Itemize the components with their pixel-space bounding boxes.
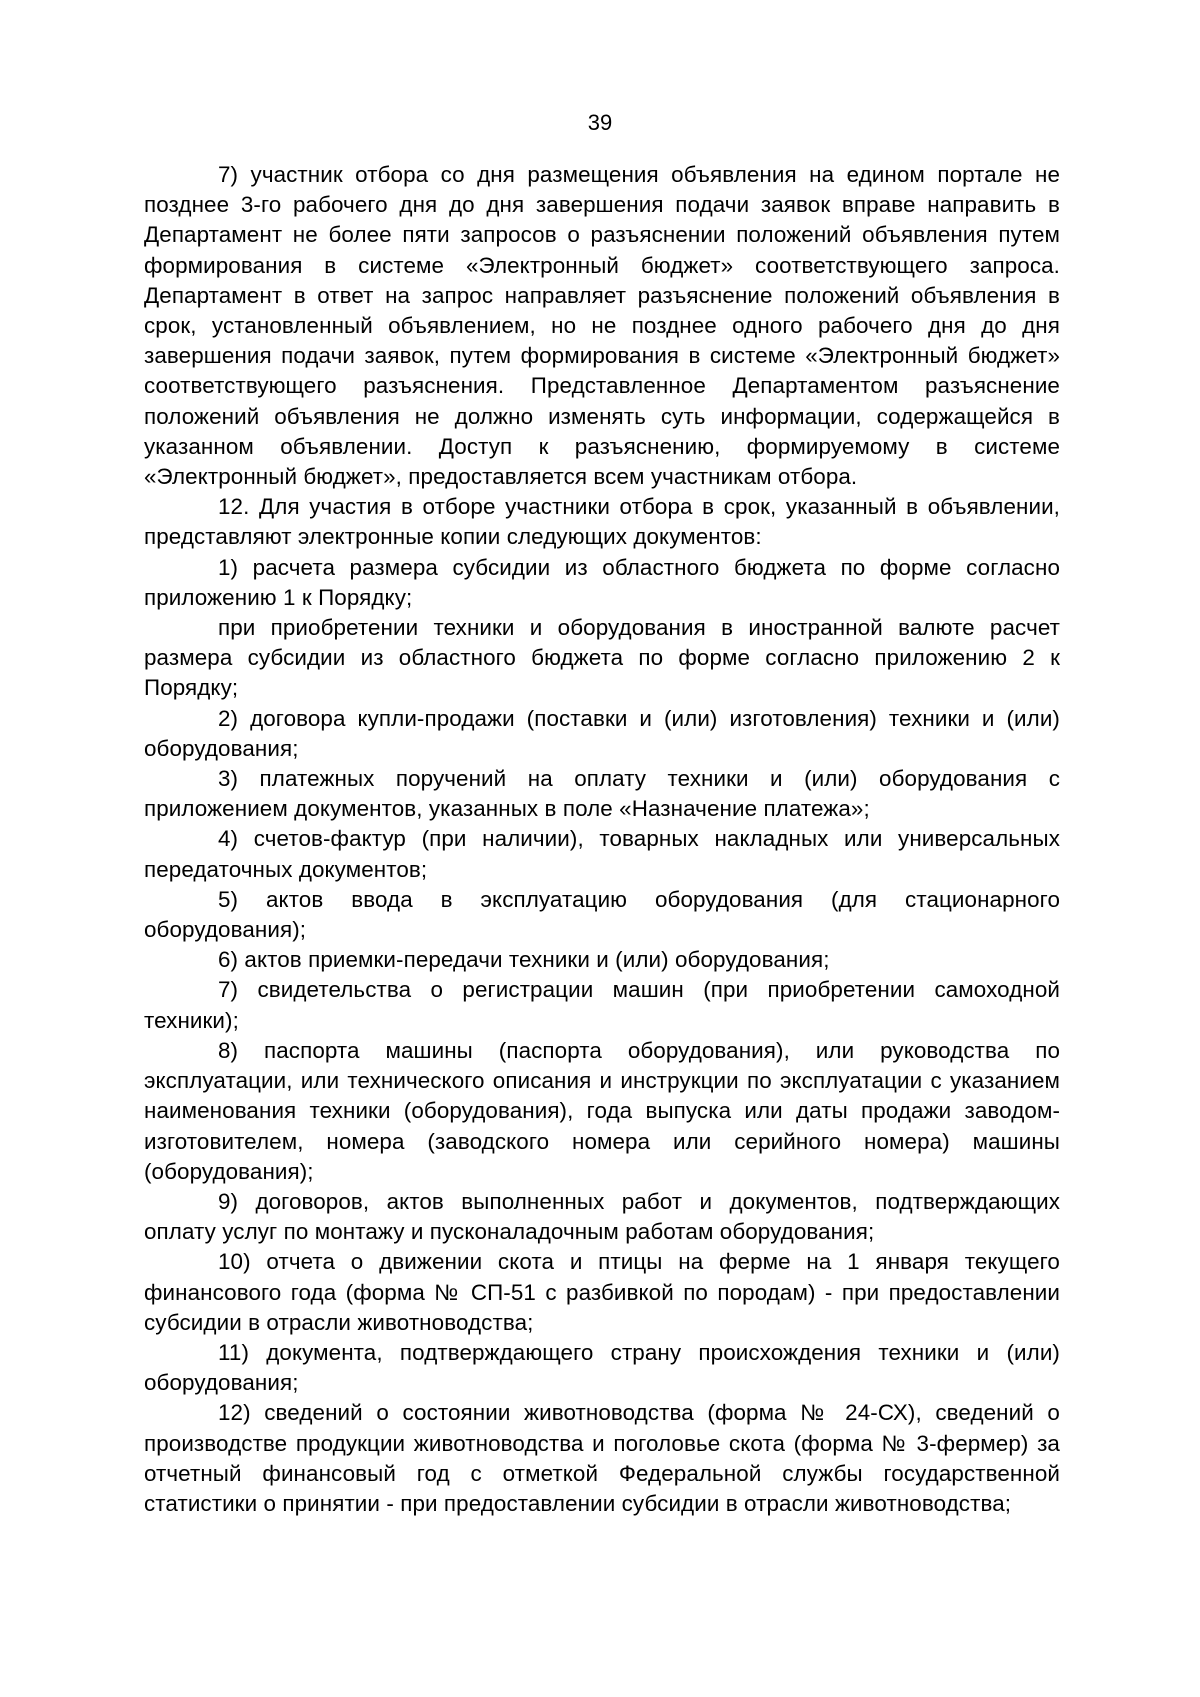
list-item-11-origin-document: 11) документа, подтверждающего страну происхождения техники и (или) оборудования; bbox=[144, 1339, 1060, 1396]
paragraph-item-7-clarification-requests: 7) участник отбора со дня размещения объявления на едином портале не позднее 3-го рабочего дня до дня завершения подачи заявок вправе направить в Департамент не более пяти запросов о разъяснении положений объявления путем формирования в системе «Электронный бюджет» соответствующего запроса. Департамент в ответ на запрос направляет разъяснение положений объявления в срок, установленный объявлением, но не позднее одного рабочего дня до дня завершения подачи заявок, путем формирования в системе «Электронный бюджет» соответствующего разъяснения. Представленное Департаментом разъяснение положений объявления не должно изменять суть информации, содержащейся в указанном объявлении. Доступ к разъяснению, формируемому в системе «Электронный бюджет», предоставляется всем участникам отбора. bbox=[144, 162, 1060, 490]
list-item-6-acceptance-acts: 6) актов приемки-передачи техники и (или) оборудования; bbox=[218, 947, 830, 973]
list-item-4-invoices: 4) счетов-фактур (при наличии), товарных накладных или универсальных передаточных документов; bbox=[144, 826, 1060, 882]
list-item-9-installation-contracts: 9) договоров, актов выполненных работ и документов, подтверждающих оплату услуг по монтажу и пусконаладочным работам оборудования; bbox=[144, 1188, 1060, 1245]
list-item-10-livestock-report: 10) отчета о движении скота и птицы на ферме на 1 января текущего финансового года (форма № СП-51 с разбивкой по породам) - при предоставлении субсидии в отрасли животноводства; bbox=[144, 1249, 1060, 1335]
list-item-5-commissioning-acts: 5) актов ввода в эксплуатацию оборудования (для стационарного оборудования); bbox=[144, 886, 1060, 943]
list-item-2-sale-contract: 2) договора купли-продажи (поставки и (или) изготовления) техники и (или) оборудования; bbox=[144, 705, 1060, 761]
list-item-1-foreign-currency-calculation: при приобретении техники и оборудования в иностранной валюте расчет размера субсидии из областного бюджета по форме согласно приложению 2 к Порядку; bbox=[144, 615, 1060, 701]
list-item-8-machine-passport: 8) паспорта машины (паспорта оборудования), или руководства по эксплуатации, или технического описания и инструкции по эксплуатации с указанием наименования техники (оборудования), года выпуска или даты продажи заводом-изготовителем, номера (заводского номера или серийного номера) машины (оборудования); bbox=[144, 1037, 1060, 1184]
document-body bbox=[144, 160, 1060, 1519]
paragraph-12-application-documents: 12. Для участия в отборе участники отбора в срок, указанный в объявлении, представляют электронные копии следующих документов: bbox=[144, 494, 1060, 550]
list-item-7-registration-certificate: 7) свидетельства о регистрации машин (при приобретении самоходной техники); bbox=[144, 977, 1060, 1033]
page-number: 39 bbox=[587, 110, 613, 135]
list-item-3-payment-orders: 3) платежных поручений на оплату техники и (или) оборудования с приложением документов, указанных в поле «Назначение платежа»; bbox=[144, 766, 1060, 822]
list-item-12-livestock-statistics: 12) сведений о состоянии животноводства (форма № 24-СХ), сведений о производстве продукции животноводства и поголовье скота (форма № 3-фермер) за отчетный финансовый год с отметкой Федеральной службы государственной статистики о принятии - при предоставлении субсидии в отрасли животноводства; bbox=[144, 1400, 1060, 1516]
list-item-1-subsidy-calculation: 1) расчета размера субсидии из областного бюджета по форме согласно приложению 1 к Порядку; bbox=[144, 554, 1060, 610]
